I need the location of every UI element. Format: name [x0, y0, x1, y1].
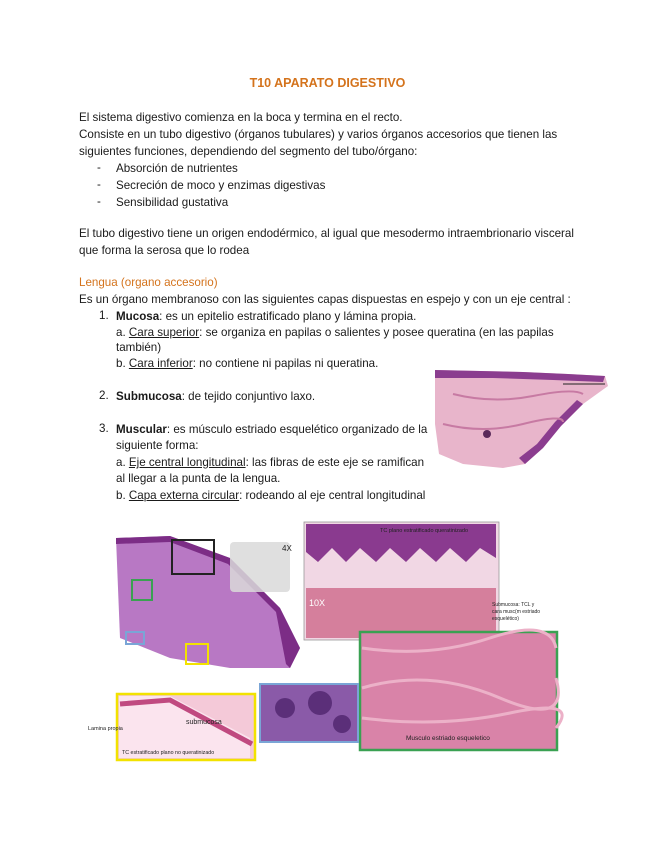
- label-submucosa-right-3: esquelético): [492, 616, 519, 622]
- item-number: 3.: [99, 422, 109, 435]
- sub-prefix: b.: [116, 489, 129, 502]
- label-musculo: Musculo estriado esqueletico: [406, 735, 490, 742]
- eje-central-desc: : las fibras de este eje se ramifican: [245, 456, 425, 469]
- function-item: Absorción de nutrientes: [116, 162, 238, 175]
- cara-superior-desc: : se organiza en papilas o salientes y posee queratina (en las papilas: [199, 326, 554, 339]
- label-submucosa: submucosa: [186, 719, 222, 726]
- intro-line-2: Consiste en un tubo digestivo (órganos tubulares) y varios órganos accesorios que tienen las: [79, 128, 558, 141]
- origin-line-1: El tubo digestivo tiene un origen endodérmico, al igual que mesodermo intraembrionario visceral: [79, 227, 574, 240]
- term-cara-inferior: Cara inferior: [128, 357, 193, 370]
- intro-line-1: El sistema digestivo comienza en la boca y termina en el recto.: [79, 111, 403, 124]
- label-tc-queratinizado: TC plano estratificado queratinizado: [380, 528, 469, 534]
- tongue-histology-image: [433, 364, 608, 474]
- tongue-composite-figure: [88, 518, 560, 763]
- label-4x: 4X: [282, 544, 292, 553]
- sub-prefix: a.: [116, 456, 129, 469]
- mucosa-b: [116, 356, 378, 372]
- item-muscular: [116, 422, 427, 438]
- lengua-intro: Es un órgano membranoso con las siguientes capas dispuestas en espejo y con un eje central :: [79, 293, 571, 306]
- muscular-desc: : es músculo estriado esquelético organizado de la: [166, 423, 428, 436]
- label-tc-no-queratinizado: TC estratificado plano no queratinizado: [122, 750, 215, 756]
- submucosa-desc: : de tejido conjuntivo laxo.: [181, 390, 316, 403]
- mucosa-a: [116, 325, 554, 341]
- origin-line-2: que forma la serosa que lo rodea: [79, 244, 250, 257]
- bullet-dash: -: [97, 178, 101, 191]
- muscular-a-cont: al llegar a la punta de la lengua.: [116, 472, 281, 485]
- term-muscular: Muscular: [116, 423, 167, 436]
- function-item: Sensibilidad gustativa: [116, 196, 229, 209]
- page-title: T10 APARATO DIGESTIVO: [249, 76, 406, 90]
- term-cara-superior: Cara superior: [128, 326, 200, 339]
- muscular-b: [116, 488, 425, 504]
- mucosa-desc: : es un epitelio estratificado plano y lámina propia.: [159, 310, 417, 323]
- label-submucosa-right: Submucosa: TCL y: [492, 602, 535, 608]
- item-number: 2.: [99, 389, 109, 402]
- item-submucosa: [116, 389, 315, 405]
- cara-inferior-desc: : no contiene ni papilas ni queratina.: [192, 357, 379, 370]
- label-lamina: Lamina propia: [88, 726, 123, 732]
- muscular-desc-cont: siguiente forma:: [116, 439, 199, 452]
- bullet-dash: -: [97, 195, 101, 208]
- capa-externa-desc: : rodeando al eje central longitudinal: [239, 489, 426, 502]
- function-item: Secreción de moco y enzimas digestivas: [116, 179, 326, 192]
- sub-prefix: a.: [116, 326, 129, 339]
- intro-line-3: siguientes funciones, dependiendo del segmento del tubo/órgano:: [79, 145, 418, 158]
- section-heading-lengua: Lengua (organo accesorio): [79, 276, 218, 289]
- mucosa-a-cont: también): [116, 341, 162, 354]
- term-mucosa: Mucosa: [116, 310, 160, 323]
- sub-prefix: b.: [116, 357, 129, 370]
- muscular-a: [116, 455, 424, 471]
- label-10x: 10X: [309, 598, 326, 608]
- item-number: 1.: [99, 309, 109, 322]
- bullet-dash: -: [97, 161, 101, 174]
- item-mucosa: [116, 309, 416, 325]
- term-capa-externa: Capa externa circular: [128, 489, 240, 502]
- label-submucosa-right-2: cara musc(m estriado: [492, 609, 541, 615]
- panel-glandulas: [260, 684, 358, 742]
- term-submucosa: Submucosa: [116, 390, 182, 403]
- term-eje-central: Eje central longitudinal: [128, 456, 246, 469]
